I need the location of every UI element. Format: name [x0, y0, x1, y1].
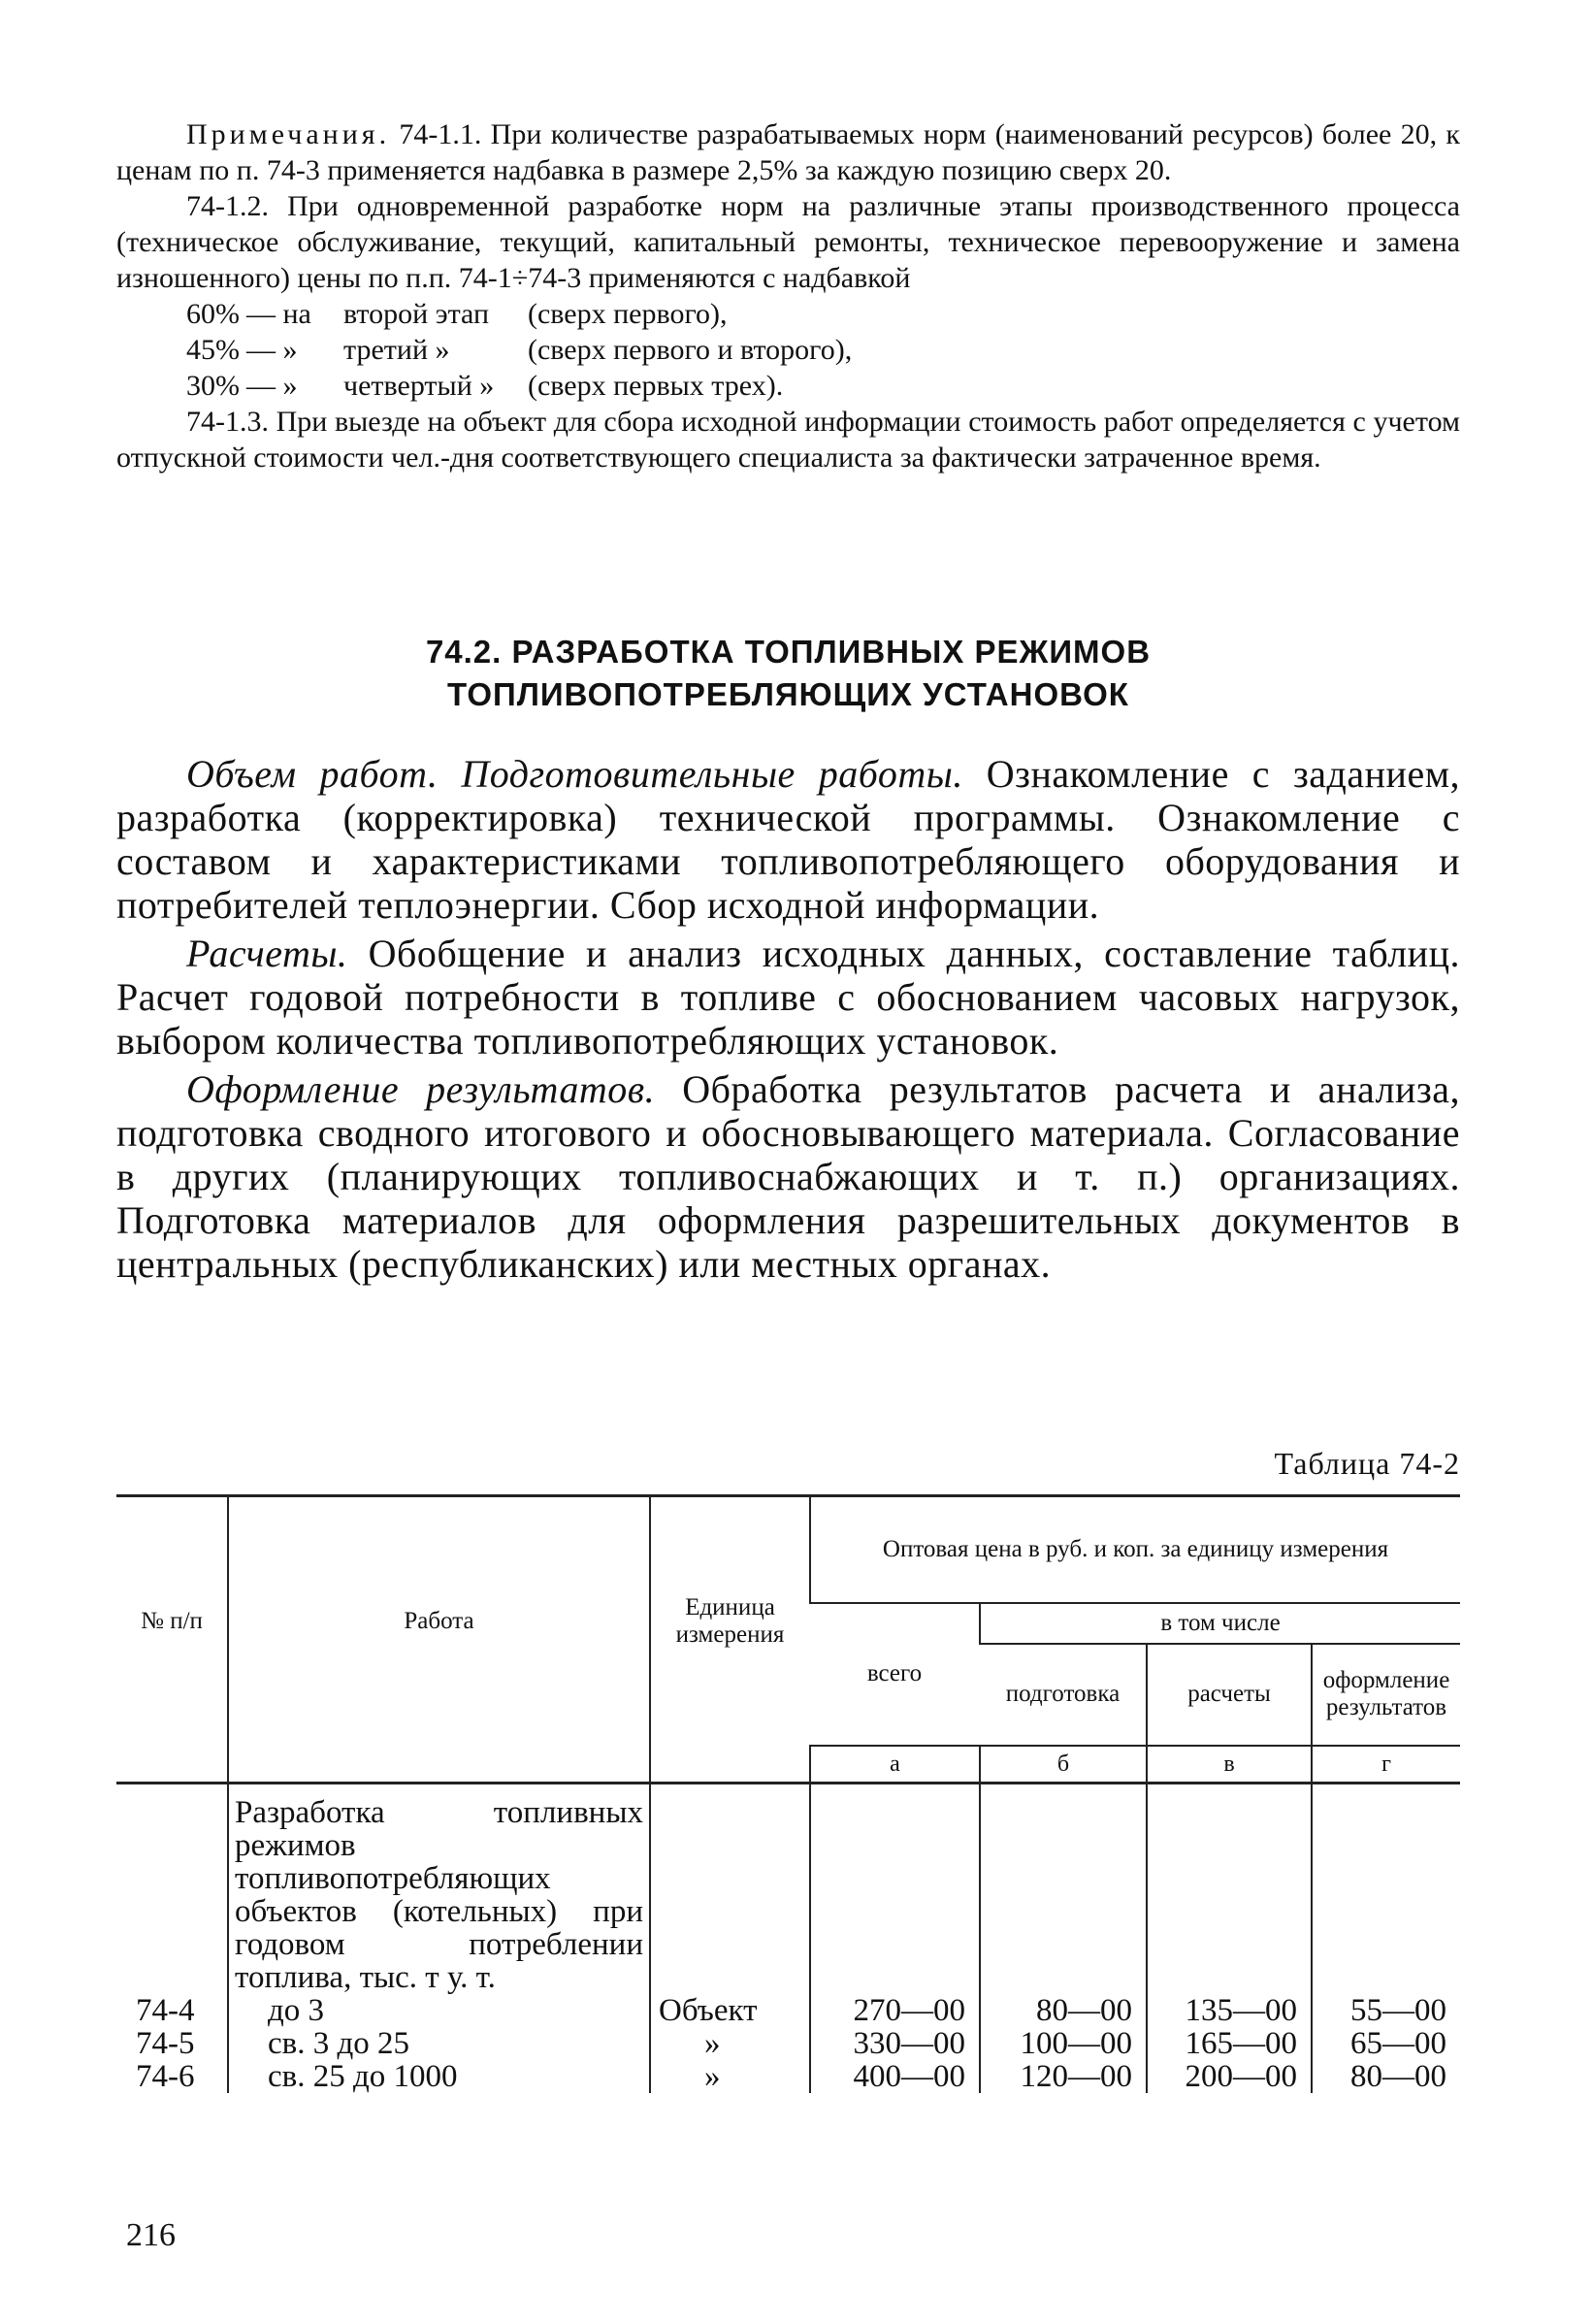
cell-results: 55—00: [1312, 1994, 1460, 2027]
section-title-line-2: ТОПЛИВОПОТРЕБЛЯЮЩИХ УСТАНОВОК: [447, 676, 1129, 712]
cell-total: [810, 1783, 980, 1994]
note-1: [116, 116, 1460, 188]
cell-work: св. 25 до 1000: [228, 2060, 650, 2093]
cell-num: 74-6: [136, 2058, 195, 2094]
header-price-group: Оптовая цена в руб. и коп. за единицу измерения: [810, 1496, 1460, 1603]
header-prep: подготовка: [980, 1644, 1147, 1746]
header-results: оформление результатов: [1312, 1644, 1460, 1746]
cell-results: [1312, 1783, 1460, 1994]
body-text: [116, 752, 1460, 1291]
surcharge-dash: — »: [246, 334, 298, 366]
header-letter-empty: [650, 1746, 810, 1784]
paragraph-scope: [116, 752, 1460, 927]
surcharge-row: [186, 332, 1460, 368]
price-table: [116, 1494, 1460, 2093]
cell-num: 74-5: [136, 2025, 195, 2061]
note-2: 74-1.2. При одновременной разработке норм на различные этапы производственного процесса (техническое обслуживание, текущий, капитальный ремонты, техническое перевооружение и замена изношенного) цены по п.п. 74-1÷74-3 применяются с надбавкой: [116, 190, 1460, 294]
cell-num: [116, 1783, 228, 1994]
cell-calc: 200—00: [1147, 2060, 1312, 2093]
header-letter-v: в: [1147, 1746, 1312, 1784]
paragraph-calculations: [116, 932, 1460, 1063]
notes-block: [116, 116, 1460, 475]
paragraph-results-text: Обработка результатов расчета и анализа, подготовка сводного итогового и обосновывающего материала. Согласование в других (планирующих топливоснабжающих и т. п.) организациях. Подготовка материалов для оформления разрешительных документов в центральных (республиканских) или местных органах.: [116, 1067, 1460, 1286]
notes-label: Примечания.: [186, 118, 391, 150]
header-letter-a: а: [810, 1746, 980, 1784]
cell-calc: 165—00: [1147, 2027, 1312, 2060]
cell-num: 74-4: [136, 1992, 195, 2028]
paragraph-calculations-heading: Расчеты.: [186, 932, 348, 975]
surcharge-pct: 30%: [186, 370, 240, 402]
header-calc: расчеты: [1147, 1644, 1312, 1746]
cell-unit: »: [650, 2060, 810, 2093]
section-title: [116, 631, 1460, 716]
header-letter-empty: [116, 1746, 228, 1784]
surcharge-stage: второй этап: [343, 298, 490, 330]
header-letter-empty: [228, 1746, 650, 1784]
cell-work-description: Разработка топливных режимов топливопотребляющих объектов (котельных) при годовом потреблении топлива, тыс. т у. т.: [228, 1783, 650, 1994]
surcharge-list: [116, 296, 1460, 404]
header-letter-g: г: [1312, 1746, 1460, 1784]
cell-total: 330—00: [810, 2027, 980, 2060]
header-work: Работа: [228, 1496, 650, 1746]
surcharge-row: [186, 296, 1460, 332]
cell-unit: [650, 1783, 810, 1994]
surcharge-pct: 45%: [186, 334, 240, 366]
note-1-text: 74-1.1. При количестве разрабатываемых норм (наименований ресурсов) более 20, к ценам по п. 74-3 применяется надбавка в размере 2,5% за каждую позицию сверх 20.: [116, 118, 1461, 186]
header-including: в том числе: [980, 1603, 1460, 1644]
paragraph-scope-heading: Объем работ. Подготовительные работы.: [186, 752, 963, 796]
cell-prep: 120—00: [980, 2060, 1147, 2093]
table-row: [116, 1994, 1460, 2027]
cell-results: 65—00: [1312, 2027, 1460, 2060]
cell-unit: »: [650, 2027, 810, 2060]
surcharge-row: [186, 368, 1460, 404]
cell-prep: [980, 1783, 1147, 1994]
header-total: всего: [810, 1603, 980, 1746]
cell-prep: 80—00: [980, 1994, 1147, 2027]
surcharge-dash: — »: [246, 370, 298, 402]
surcharge-note: (сверх первого и второго),: [528, 334, 853, 366]
cell-total: 270—00: [810, 1994, 980, 2027]
surcharge-stage: третий »: [343, 334, 450, 366]
paragraph-results: [116, 1067, 1460, 1286]
surcharge-stage: четвертый »: [343, 370, 495, 402]
cell-total: 400—00: [810, 2060, 980, 2093]
header-unit: Единица измерения: [650, 1496, 810, 1746]
section-title-line-1: 74.2. РАЗРАБОТКА ТОПЛИВНЫХ РЕЖИМОВ: [425, 634, 1152, 670]
cell-calc: [1147, 1783, 1312, 1994]
cell-work: св. 3 до 25: [228, 2027, 650, 2060]
header-letter-b: б: [980, 1746, 1147, 1784]
paragraph-results-heading: Оформление результатов.: [186, 1067, 656, 1111]
cell-unit: Объект: [650, 1994, 810, 2027]
paragraph-calculations-text: Обобщение и анализ исходных данных, составление таблиц. Расчет годовой потребности в топливе с обоснованием часовых нагрузок, выбором количества топливопотребляющих установок.: [116, 932, 1460, 1063]
paragraph-scope-text: Ознакомление с заданием, разработка (корректировка) технической программы. Ознакомление с составом и характеристиками топливопотребляющего оборудования и потребителей теплоэнергии. Сбор исходной информации.: [116, 752, 1461, 927]
page-number: 216: [126, 2217, 176, 2253]
header-num: № п/п: [116, 1496, 228, 1746]
table-row: [116, 2060, 1460, 2093]
surcharge-note: (сверх первого),: [528, 298, 728, 330]
cell-prep: 100—00: [980, 2027, 1147, 2060]
cell-calc: 135—00: [1147, 1994, 1312, 2027]
surcharge-pct: 60%: [186, 298, 240, 330]
table-row: [116, 2027, 1460, 2060]
table-caption: Таблица 74-2: [1274, 1446, 1460, 1481]
cell-results: 80—00: [1312, 2060, 1460, 2093]
surcharge-note: (сверх первых трех).: [528, 370, 784, 402]
surcharge-dash: — на: [246, 298, 311, 330]
note-3: 74-1.3. При выезде на объект для сбора исходной информации стоимость работ определяется с учетом отпускной стоимости чел.-дня соответствующего специалиста за фактически затраченное время.: [116, 406, 1460, 474]
cell-work: до 3: [228, 1994, 650, 2027]
table-row-description: [116, 1783, 1460, 1994]
